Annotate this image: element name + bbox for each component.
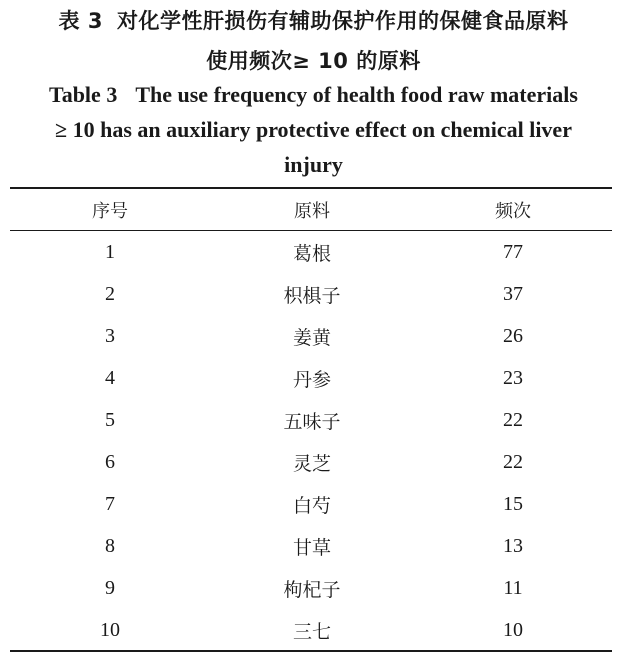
header-index: 序号 [92,201,128,222]
row-index: 8 [105,534,115,557]
row-frequency: 22 [503,450,523,473]
row-frequency: 26 [503,324,523,347]
header-material: 原料 [294,201,330,222]
row-material: 灵芝 [292,452,331,475]
table-row [10,273,612,315]
row-frequency: 10 [503,618,523,641]
row-frequency: 23 [503,366,523,389]
row-index: 2 [105,282,115,305]
row-frequency: 22 [503,408,523,431]
row-material: 五味子 [283,410,341,433]
caption-en-text-1: The use frequency of health food raw materials [135,82,578,107]
row-frequency: 37 [503,282,523,305]
row-index: 3 [105,324,115,347]
table-bottom-rule [10,650,612,652]
table-row [10,399,612,441]
row-index: 9 [105,576,115,599]
row-index: 6 [105,450,115,473]
row-frequency: 15 [503,492,523,515]
table-caption-cn-line1 [0,6,627,36]
table-row [10,231,612,273]
row-index: 4 [105,366,115,389]
table-row [10,441,612,483]
row-material: 白芍 [292,494,331,517]
caption-en-text-3: injury [284,152,343,177]
caption-cn-text-1: 对化学性肝损伤有辅助保护作用的保健食品原料 [116,9,569,33]
table-label-en: Table 3 [49,82,118,107]
table-row [10,357,612,399]
row-frequency: 13 [503,534,523,557]
row-material: 葛根 [292,242,331,265]
caption-cn-text-2: 使用频次≥ 10 的原料 [206,49,421,73]
table-label-cn: 表 3 [58,9,103,33]
row-frequency: 77 [503,240,523,263]
table-row [10,483,612,525]
row-material: 枳椇子 [283,284,341,307]
caption-en-text-2: ≥ 10 has an auxiliary protective effect on chemical liver [55,117,572,142]
row-material: 姜黄 [292,326,331,349]
row-material: 三七 [292,620,331,643]
row-material: 枸杞子 [283,578,341,601]
row-material: 甘草 [292,536,331,559]
table-caption-en-line1 [0,80,627,110]
row-frequency: 11 [503,576,523,599]
table-row [10,525,612,567]
table-row [10,315,612,357]
table-row [10,609,612,651]
row-material: 丹参 [292,368,331,391]
row-index: 1 [105,240,115,263]
row-index: 10 [100,618,120,641]
row-index: 7 [105,492,115,515]
table-row [10,567,612,609]
table-header-row [10,189,612,231]
row-index: 5 [105,408,115,431]
header-frequency: 频次 [495,201,531,222]
